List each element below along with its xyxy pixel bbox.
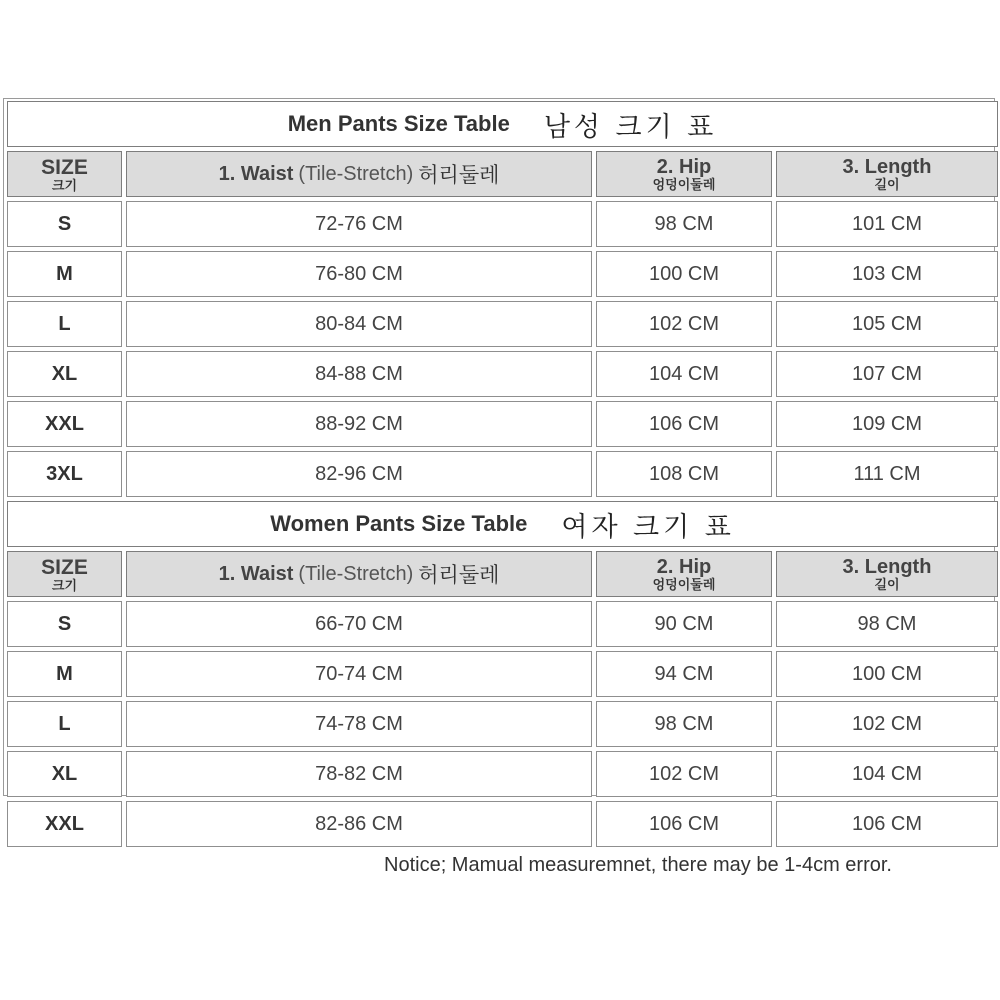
women-row-length: 106 CM xyxy=(776,801,998,847)
measurement-notice: Notice; Mamual measuremnet, there may be 1-4cm error. xyxy=(384,854,892,876)
women-header-hip xyxy=(596,551,772,597)
women-header-waist-note: (Tile-Stretch) xyxy=(298,562,414,585)
men-row-length: 107 CM xyxy=(776,351,998,397)
men-row-length: 101 CM xyxy=(776,201,998,247)
men-row-length: 109 CM xyxy=(776,401,998,447)
women-row-size: L xyxy=(7,701,122,747)
men-row-size: XXL xyxy=(7,401,122,447)
men-header-waist-korean: 허리둘레 xyxy=(418,164,500,187)
men-header-waist xyxy=(126,151,592,197)
women-row-waist: 66-70 CM xyxy=(126,601,592,647)
women-row-hip: 106 CM xyxy=(596,801,772,847)
women-header-waist-korean: 허리둘레 xyxy=(418,564,500,587)
men-row-waist: 82-96 CM xyxy=(126,451,592,497)
men-header-length xyxy=(776,151,998,197)
men-header-waist-label: 1. Waist xyxy=(218,162,294,185)
men-title-text: Men Pants Size Table xyxy=(287,111,510,136)
men-row-size: S xyxy=(7,201,122,247)
men-header-length-label: 3. Length xyxy=(842,156,932,178)
women-header-hip-label: 2. Hip xyxy=(656,556,712,578)
women-header-waist xyxy=(126,551,592,597)
women-title-korean: 여자 크기 표 xyxy=(561,511,735,542)
men-row-hip: 104 CM xyxy=(596,351,772,397)
women-row-waist: 70-74 CM xyxy=(126,651,592,697)
women-row-hip: 98 CM xyxy=(596,701,772,747)
size-chart xyxy=(3,98,995,835)
women-row-length: 98 CM xyxy=(776,601,998,647)
men-header-hip-label: 2. Hip xyxy=(656,156,712,178)
men-header-size xyxy=(7,151,122,197)
men-header-waist-note: (Tile-Stretch) xyxy=(298,162,414,185)
women-row-size: S xyxy=(7,601,122,647)
women-row-waist: 78-82 CM xyxy=(126,751,592,797)
women-row-waist: 82-86 CM xyxy=(126,801,592,847)
men-row-hip: 102 CM xyxy=(596,301,772,347)
men-header-size-korean: 크기 xyxy=(51,177,78,193)
women-title-text: Women Pants Size Table xyxy=(270,511,528,536)
men-row-waist: 72-76 CM xyxy=(126,201,592,247)
men-row-size: M xyxy=(7,251,122,297)
men-row-length: 103 CM xyxy=(776,251,998,297)
women-row-length: 102 CM xyxy=(776,701,998,747)
women-row-hip: 90 CM xyxy=(596,601,772,647)
women-header-waist-label: 1. Waist xyxy=(218,562,294,585)
women-row-length: 104 CM xyxy=(776,751,998,797)
men-row-hip: 98 CM xyxy=(596,201,772,247)
women-header-length-korean: 길이 xyxy=(874,577,900,592)
men-row-waist: 84-88 CM xyxy=(126,351,592,397)
men-row-hip: 100 CM xyxy=(596,251,772,297)
men-header-hip xyxy=(596,151,772,197)
men-row-length: 111 CM xyxy=(776,451,998,497)
women-header-hip-korean: 엉덩이둘레 xyxy=(652,577,716,592)
men-header-size-label: SIZE xyxy=(41,155,88,179)
women-header-size-korean: 크기 xyxy=(51,577,78,593)
men-row-size: XL xyxy=(7,351,122,397)
women-row-hip: 94 CM xyxy=(596,651,772,697)
women-header-length xyxy=(776,551,998,597)
women-row-size: M xyxy=(7,651,122,697)
men-title-korean: 남성 크기 표 xyxy=(543,111,718,142)
men-row-hip: 108 CM xyxy=(596,451,772,497)
women-table-title xyxy=(7,501,998,547)
women-row-hip: 102 CM xyxy=(596,751,772,797)
women-row-waist: 74-78 CM xyxy=(126,701,592,747)
women-row-length: 100 CM xyxy=(776,651,998,697)
women-header-length-label: 3. Length xyxy=(842,556,932,578)
women-header-size-label: SIZE xyxy=(41,555,88,579)
men-row-size: L xyxy=(7,301,122,347)
men-row-size: 3XL xyxy=(7,451,122,497)
men-table-title xyxy=(7,101,998,147)
men-row-hip: 106 CM xyxy=(596,401,772,447)
men-row-waist: 76-80 CM xyxy=(126,251,592,297)
women-row-size: XL xyxy=(7,751,122,797)
women-header-size xyxy=(7,551,122,597)
men-row-waist: 88-92 CM xyxy=(126,401,592,447)
men-row-waist: 80-84 CM xyxy=(126,301,592,347)
women-row-size: XXL xyxy=(7,801,122,847)
men-row-length: 105 CM xyxy=(776,301,998,347)
men-header-hip-korean: 엉덩이둘레 xyxy=(652,177,716,192)
men-header-length-korean: 길이 xyxy=(874,177,900,192)
